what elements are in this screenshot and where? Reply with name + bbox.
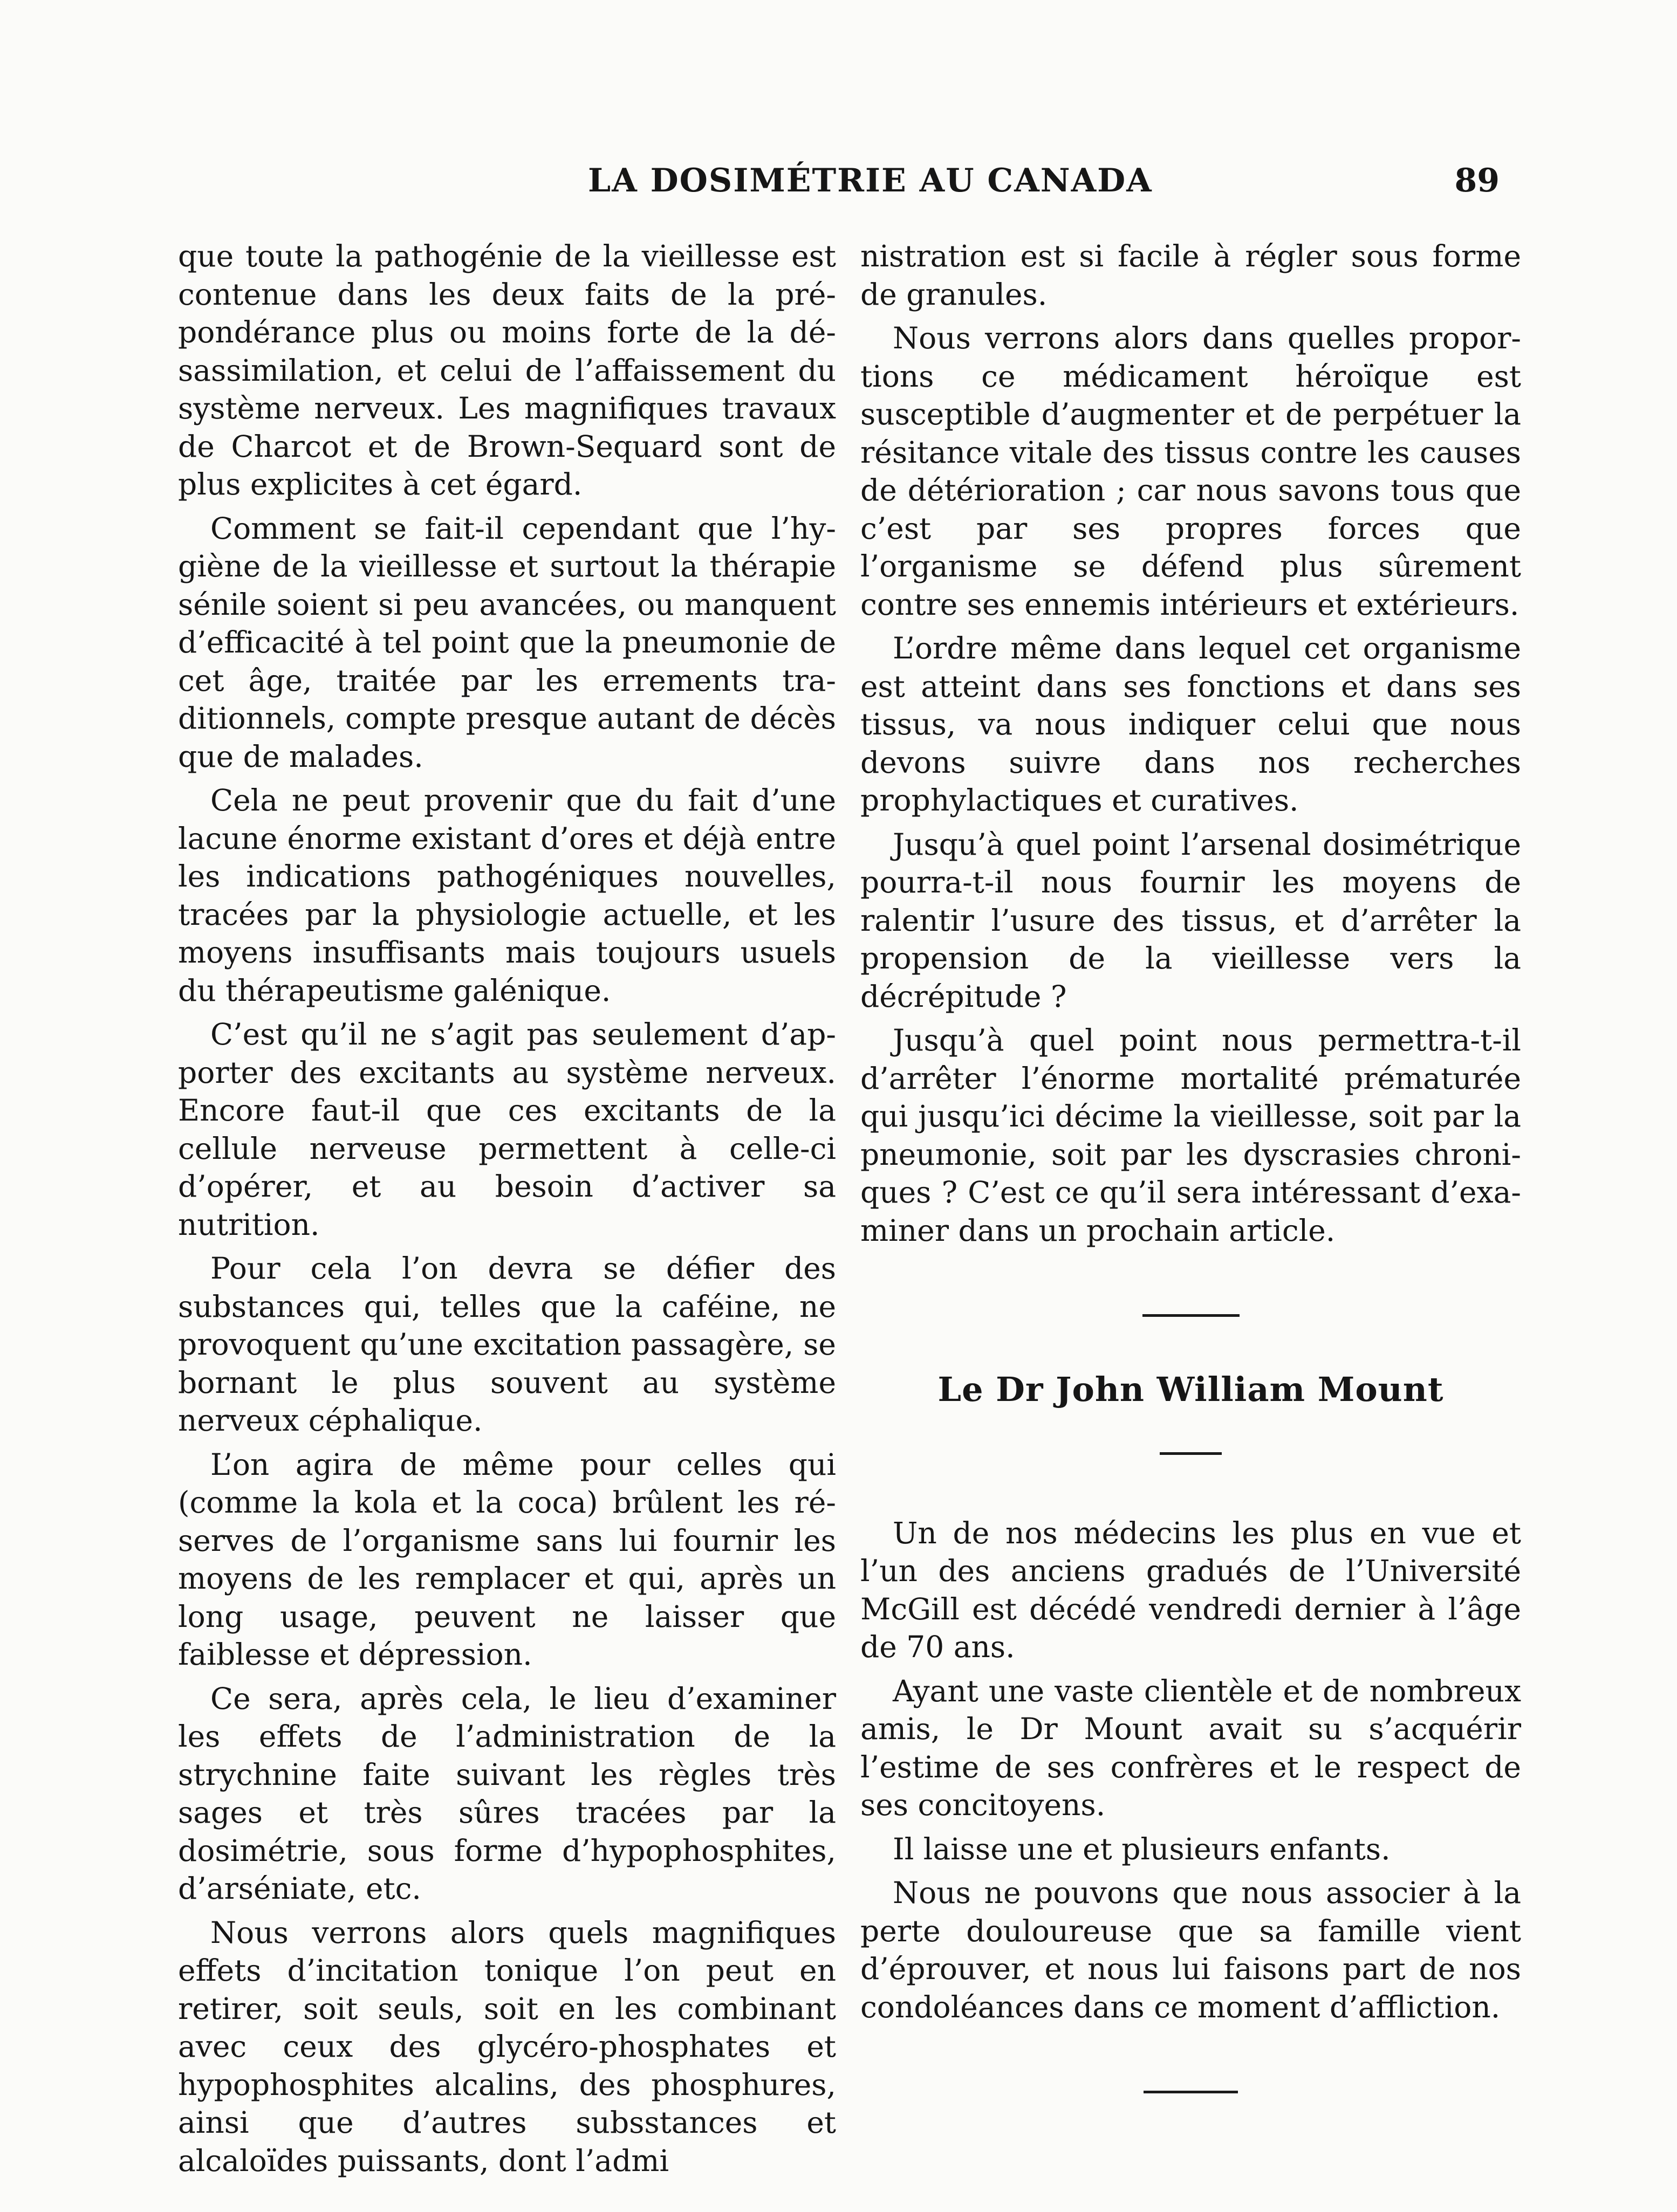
left-column [178,237,836,2186]
paragraph: Nous verrons alors quels magnifiques effets d’incitation tonique l’on peut en retirer, soit seuls, soit en les combinant avec ceux des glycéro-phosphates et hypophosphites alcalins, des phosphures, ainsi que d’autres subsstances et alcaloïdes puissants, dont l’admi [178,1915,836,2178]
paragraph: Il laisse une et plusieurs enfants. [893,1831,1391,1866]
page-header [178,162,1500,205]
paragraph: Comment se fait-il cependant que l’hygiène de la vieillesse et surtout la thérapie sénile soient si peu avancées, ou manquent d’efficacité à tel point que la pneumonie de cet âge, traitée par les errements traditionnels, compte presque autant de décès que de malades. [178,511,836,774]
paragraph: Cela ne peut provenir que du fait d’une lacune énorme existant d’ores et déjà entre les indications pathogéniques nouvelles, tracées par la physiologie actuelle, et les moyens insuffisants mais toujours usuels du thérapeutisme galénique. [178,783,836,1008]
paragraph: Ayant une vaste clientèle et de nombreux amis, le Dr Mount avait su s’acquérir l’estime de ses confrères et le respect de ses concitoyens. [860,1673,1521,1822]
paragraph: L’on agira de même pour celles qui (comme la kola et la coca) brûlent les réserves de l’organisme sans lui fournir les moyens de les remplacer et qui, après un long usage, peuvent ne laisser que faiblesse et dépression. [178,1447,836,1672]
section-title: Le Dr John William Mount [937,1370,1444,1409]
paragraph: Pour cela l’on devra se défier des substances qui, telles que la caféine, ne provoquent qu’une excitation passagère, se bornant le plus souvent au système nerveux céphalique. [178,1251,836,1438]
title-underline [1160,1452,1222,1455]
end-divider [1144,2091,1238,2093]
paragraph: nistration est si facile à régler sous forme de granules. [860,239,1521,312]
page-number: 89 [1454,162,1500,200]
paragraph: Jusqu’à quel point nous permettra-t-il d’arrêter l’énorme mortalité prématurée qui jusqu’ici décime la vieillesse, soit par la pneumonie, soit par les dyscrasies chroniques ? C’est ce qu’il sera intéressant d’examiner dans un prochain article. [860,1023,1521,1248]
paragraph: Nous verrons alors dans quelles proportions ce médicament héroïque est susceptible d’augmenter et de perpétuer la résitance vitale des tissus contre les causes de détérioration ; car nous savons tous que c’est par ses propres forces que l’organisme se défend plus sûrement contre ses ennemis intérieurs et extérieurs. [860,321,1521,622]
paragraph: C’est qu’il ne s’agit pas seulement d’apporter des excitants au système nerveux. Encore faut-il que ces excitants de la cellule nerveuse permettent à celle-ci d’opérer, et au besoin d’activer sa nutrition. [178,1017,836,1242]
paragraph: L’ordre même dans lequel cet organisme est atteint dans ses fonctions et dans ses tissus, va nous indiquer celui que nous devons suivre dans nos recherches prophylactiques et curatives. [860,631,1521,818]
section-divider [1142,1314,1240,1317]
paragraph: Jusqu’à quel point l’arsenal dosimétrique pourra-t-il nous fournir les moyens de ralentir l’usure des tissus, et d’arrêter la propension de la vieillesse vers la décrépitude ? [860,827,1521,1014]
running-title: LA DOSIMÉTRIE AU CANADA [588,162,1153,200]
paragraph: Ce sera, après cela, le lieu d’examiner les effets de l’administration de la strychnine faite suivant les règles très sages et très sûres tracées par la dosimétrie, sous forme d’hypophosphites, d’arséniate, etc. [178,1681,836,1906]
paragraph: Un de nos médecins les plus en vue et l’un des anciens gradués de l’Université McGill est décédé vendredi dernier à l’âge de 70 ans. [860,1515,1521,1664]
paragraph: que toute la pathogénie de la vieillesse est contenue dans les deux faits de la prépondérance plus ou moins forte de la désassimilation, et celui de l’affaissement du système nerveux. Les magnifiques travaux de Charcot et de Brown-Sequard sont de plus explicites à cet égard. [178,239,836,502]
paragraph: Nous ne pouvons que nous associer à la perte douloureuse que sa famille vient d’éprouver, et nous lui faisons part de nos condoléances dans ce moment d’affliction. [860,1876,1521,2024]
right-column [860,237,1521,2093]
